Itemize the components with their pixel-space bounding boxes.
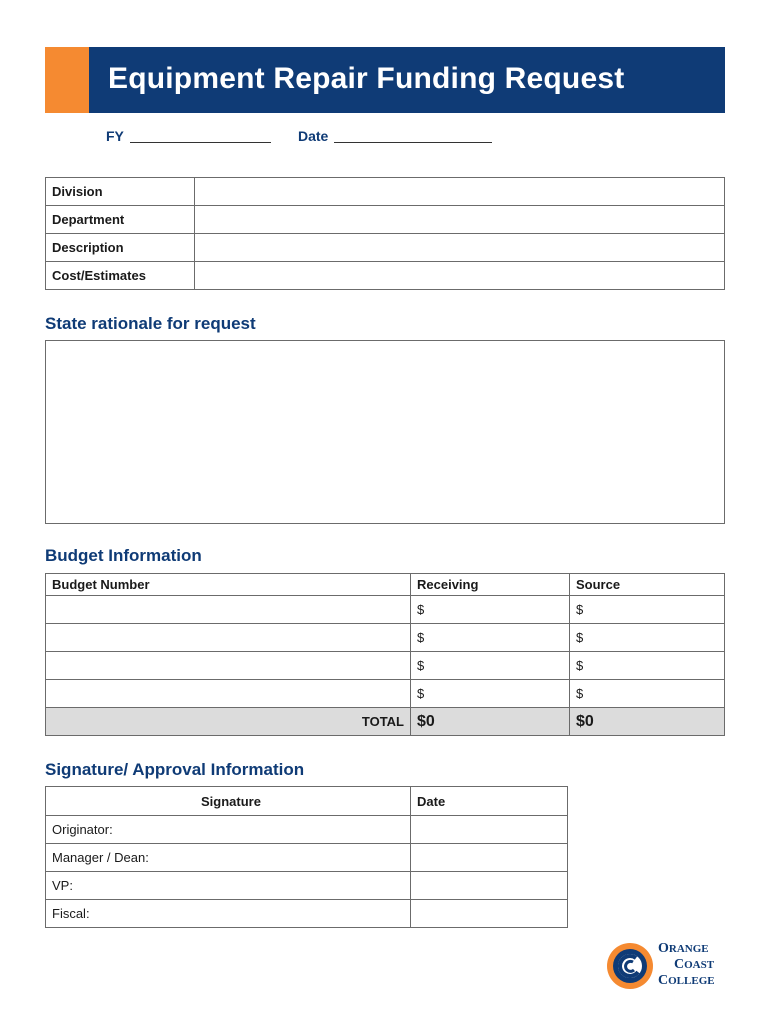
dollar-sign: $	[417, 712, 426, 730]
date-field[interactable]	[334, 142, 492, 143]
total-source-value: 0	[584, 712, 594, 730]
fiscal-signature-field[interactable]: Fiscal:	[46, 900, 411, 928]
page-title: Equipment Repair Funding Request	[108, 62, 625, 95]
dollar-sign: $	[576, 686, 584, 701]
cost-estimates-field[interactable]	[195, 262, 725, 290]
receiving-field[interactable]	[411, 652, 570, 680]
table-row	[46, 872, 568, 900]
dollar-sign: $	[417, 686, 425, 701]
fy-field[interactable]	[130, 142, 271, 143]
dollar-sign: $	[417, 658, 425, 673]
receiving-header: Receiving	[411, 574, 570, 596]
source-field[interactable]	[570, 624, 725, 652]
table-row	[46, 680, 725, 708]
dollar-sign: $	[576, 658, 584, 673]
cost-estimates-label: Cost/Estimates	[46, 262, 195, 290]
table-row	[46, 234, 725, 262]
date-header: Date	[411, 787, 568, 816]
fiscal-date-field[interactable]	[411, 900, 568, 928]
signature-table	[45, 786, 568, 928]
dollar-sign: $	[576, 712, 585, 730]
budget-number-field[interactable]	[46, 680, 411, 708]
table-row	[46, 844, 568, 872]
budget-number-field[interactable]	[46, 652, 411, 680]
fy-label: FY	[106, 128, 124, 144]
receiving-field[interactable]	[411, 680, 570, 708]
table-row	[46, 206, 725, 234]
vp-signature-field[interactable]: VP:	[46, 872, 411, 900]
description-label: Description	[46, 234, 195, 262]
department-label: Department	[46, 206, 195, 234]
signature-header: Signature	[46, 787, 411, 816]
manager-dean-date-field[interactable]	[411, 844, 568, 872]
dollar-sign: $	[417, 602, 425, 617]
total-receiving	[411, 708, 570, 736]
budget-heading: Budget Information	[45, 546, 202, 565]
originator-signature-field[interactable]: Originator:	[46, 816, 411, 844]
description-field[interactable]	[195, 234, 725, 262]
budget-number-field[interactable]	[46, 596, 411, 624]
source-field[interactable]	[570, 596, 725, 624]
division-label: Division	[46, 178, 195, 206]
table-row	[46, 900, 568, 928]
request-info-table	[45, 177, 725, 290]
manager-dean-signature-field[interactable]: Manager / Dean:	[46, 844, 411, 872]
table-row	[46, 816, 568, 844]
total-receiving-value: 0	[425, 712, 435, 730]
division-field[interactable]	[195, 178, 725, 206]
signature-heading: Signature/ Approval Information	[45, 760, 305, 779]
rationale-heading: State rationale for request	[45, 314, 256, 333]
table-row	[46, 262, 725, 290]
total-source	[570, 708, 725, 736]
total-label: TOTAL	[46, 708, 411, 736]
department-field[interactable]	[195, 206, 725, 234]
header-accent-bar	[45, 47, 89, 113]
source-header: Source	[570, 574, 725, 596]
table-row	[46, 178, 725, 206]
table-row	[46, 596, 725, 624]
total-row	[46, 708, 725, 736]
date-label: Date	[298, 128, 329, 144]
rationale-textarea[interactable]	[45, 340, 725, 524]
budget-number-header: Budget Number	[46, 574, 411, 596]
vp-date-field[interactable]	[411, 872, 568, 900]
dollar-sign: $	[576, 630, 584, 645]
source-field[interactable]	[570, 652, 725, 680]
source-field[interactable]	[570, 680, 725, 708]
table-header-row	[46, 574, 725, 596]
originator-date-field[interactable]	[411, 816, 568, 844]
dollar-sign: $	[417, 630, 425, 645]
table-header-row	[46, 787, 568, 816]
dollar-sign: $	[576, 602, 584, 617]
budget-number-field[interactable]	[46, 624, 411, 652]
receiving-field[interactable]	[411, 596, 570, 624]
table-row	[46, 652, 725, 680]
college-logo-icon	[606, 940, 654, 992]
college-wordmark: ORANGE COAST COLLEGE	[658, 941, 715, 988]
table-row	[46, 624, 725, 652]
budget-table	[45, 573, 725, 736]
receiving-field[interactable]	[411, 624, 570, 652]
